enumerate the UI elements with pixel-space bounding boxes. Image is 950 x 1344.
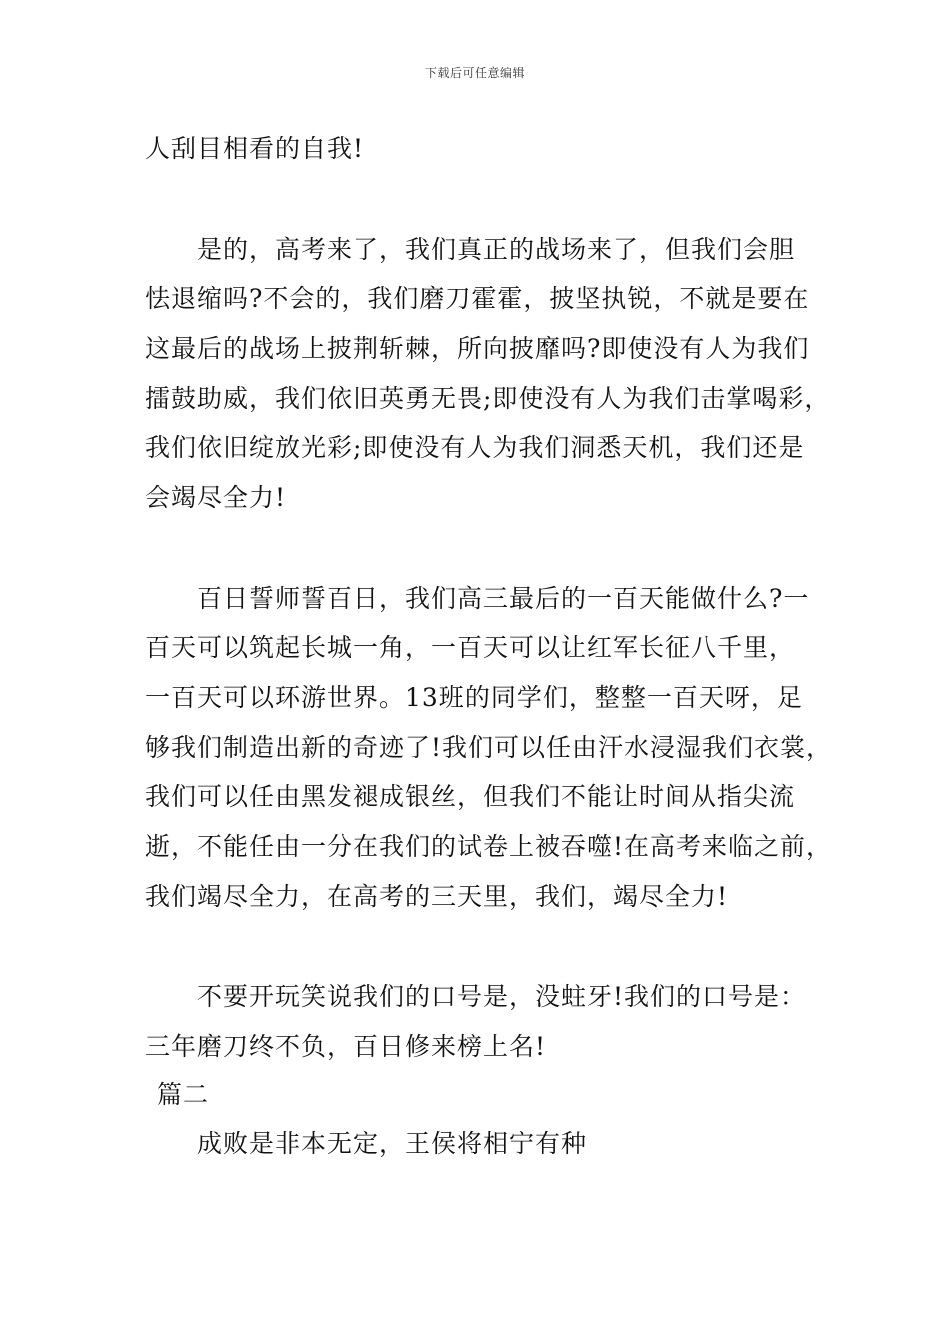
text-line: 我们竭尽全力，在高考的三天里，我们，竭尽全力!: [145, 882, 729, 911]
text-line: 逝，不能任由一分在我们的试卷上被吞噬!在高考来临之前，: [145, 832, 833, 861]
text-line: 不要开玩笑说我们的口号是，没蛀牙!我们的口号是：: [197, 982, 807, 1011]
text-line: 成败是非本无定，王侯将相宁有种: [197, 1129, 588, 1158]
text-line: 百日誓师誓百日，我们高三最后的一百天能做什么?一: [197, 584, 810, 613]
section-heading: 篇二: [157, 1080, 210, 1109]
text-line: 我们依旧绽放光彩;即使没有人为我们洞悉天机，我们还是: [145, 433, 805, 462]
text-line: 人刮目相看的自我!: [145, 134, 365, 163]
text-line: 够我们制造出新的奇迹了!我们可以任由汗水浸湿我们衣裳，: [145, 733, 833, 762]
text-line: 会竭尽全力!: [145, 483, 287, 512]
text-line: 三年磨刀终不负，百日修来榜上名!: [145, 1032, 547, 1061]
text-line: 擂鼓助威，我们依旧英勇无畏;即使没有人为我们击掌喝彩，: [145, 384, 831, 413]
text-line: 是的，高考来了，我们真正的战场来了，但我们会胆: [197, 235, 796, 264]
page-header: 下载后可任意编辑: [424, 66, 525, 80]
text-line: 我们可以任由黑发褪成银丝，但我们不能让时间从指尖流: [145, 782, 796, 811]
text-line: 这最后的战场上披荆斩棘，所向披靡吗?即使没有人为我们: [145, 334, 810, 363]
text-line: 百天可以筑起长城一角，一百天可以让红军长征八千里，: [145, 633, 796, 662]
text-line: 一百天可以环游世界。13班的同学们，整整一百天呀，足: [145, 683, 803, 712]
text-line: 怯退缩吗?不会的，我们磨刀霍霍，披坚执锐，不就是要在: [145, 284, 810, 313]
